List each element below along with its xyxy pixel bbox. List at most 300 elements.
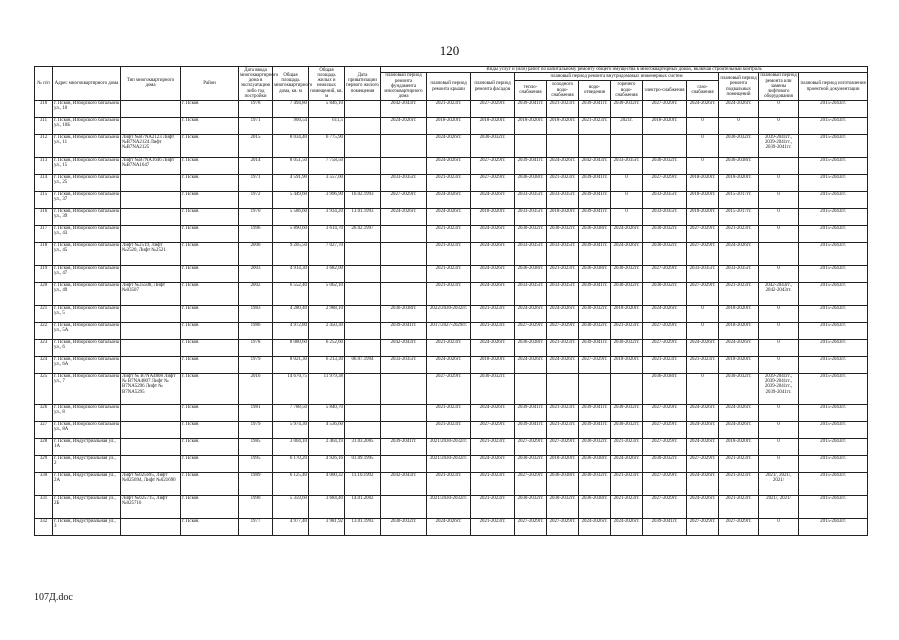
row-total-area: 5 449,60: [273, 191, 309, 208]
row-total-area: 5 359,60: [273, 495, 309, 518]
row-cold-water: 2021-2023гг.: [547, 100, 579, 117]
row-gas: 0: [687, 305, 719, 322]
capital-repair-table-sheet: [34, 66, 867, 536]
row-house-type: Лифт №2519, Лифт №2520, Лифт №2521: [121, 242, 181, 265]
row-number: 315: [35, 191, 53, 208]
row-facade: 2027-2029гг.: [471, 421, 515, 438]
row-sewer: 2039-2041гг.: [579, 208, 611, 225]
row-living-area: 4 000,32: [309, 472, 345, 495]
row-number: 322: [35, 322, 53, 339]
row-cold-water: 2021-2023гг.: [547, 421, 579, 438]
row-roof: 2021-2023гг.: [427, 421, 471, 438]
row-heat: 2027-2029гг.: [515, 518, 547, 535]
row-living-area: 11 979,38: [309, 373, 345, 404]
row-facade: 2024-2026гг.: [471, 265, 515, 282]
row-address: г. Псков, Изборского батальона ул., 43: [53, 225, 121, 242]
row-docs: 2015-2043гг.: [799, 117, 868, 134]
row-foundation: [381, 455, 427, 472]
row-number: 318: [35, 242, 53, 265]
row-facade: 2021-2023гг.: [471, 518, 515, 535]
row-lift: 0: [759, 455, 799, 472]
row-foundation: [381, 421, 427, 438]
row-lift: 2042-2043гг., 2042-2043гг.: [759, 282, 799, 305]
table-row: [35, 191, 868, 208]
row-sewer: 2030-2032гг.: [579, 438, 611, 455]
row-total-area: 6 552,40: [273, 282, 309, 305]
table-row: [35, 134, 868, 157]
row-cold-water: [547, 373, 579, 404]
row-roof: 2021-2023гг.: [427, 339, 471, 356]
row-basement: 2021-2023гг.: [719, 282, 759, 305]
row-living-area: 3 614,70: [309, 225, 345, 242]
row-house-type: Лифт №35508, Лифт №03507: [121, 282, 181, 305]
row-address: г. Псков, Изборского батальона ул., 49: [53, 282, 121, 305]
row-basement: 2030-2032гг.: [719, 373, 759, 404]
row-facade: 2021-2023гг.: [471, 438, 515, 455]
row-gas: 2024-2026гг.: [687, 421, 719, 438]
row-cold-water: 2033-2035гг.: [547, 191, 579, 208]
row-privatization-date: 16.02.1993: [345, 191, 381, 208]
row-basement: 2024-2026гг.: [719, 242, 759, 265]
row-sewer: 2039-2041гг.: [579, 339, 611, 356]
row-gas: 0: [687, 117, 719, 134]
row-hot-water: 2033-2035гг.: [611, 157, 643, 174]
row-hot-water: 2021г.: [611, 117, 643, 134]
row-district: г. Псков: [181, 518, 239, 535]
row-basement: 2027-2029гг.: [719, 518, 759, 535]
row-district: г. Псков: [181, 373, 239, 404]
row-privatization-date: [345, 373, 381, 404]
row-district: г. Псков: [181, 438, 239, 455]
row-foundation: 2024-2026гг.: [381, 117, 427, 134]
row-basement: 2018-2020гг.: [719, 438, 759, 455]
row-number: 324: [35, 356, 53, 373]
row-roof: 2021-2023гг.: [427, 225, 471, 242]
row-roof: 2024-2026гг.: [427, 157, 471, 174]
row-sewer: [579, 373, 611, 404]
row-electro: 2018-2020гг.: [643, 117, 687, 134]
row-total-area: 4 914,30: [273, 265, 309, 282]
row-gas: 0: [687, 134, 719, 157]
row-hot-water: 2030-2032гг.: [611, 421, 643, 438]
row-hot-water: 2024-2026гг.: [611, 455, 643, 472]
table-row: [35, 472, 868, 495]
row-privatization-date: [345, 339, 381, 356]
row-total-area: 5 586,60: [273, 208, 309, 225]
row-address: г. Псков, Изборского батальона ул., 6: [53, 339, 121, 356]
row-docs: 2015-2043гг.: [799, 518, 868, 535]
row-living-area: 2 988,10: [309, 305, 345, 322]
row-district: г. Псков: [181, 225, 239, 242]
row-electro: 2027-2029гг.: [643, 438, 687, 455]
row-year: 2000: [239, 242, 273, 265]
row-living-area: 6 252,60: [309, 339, 345, 356]
row-number: 326: [35, 404, 53, 421]
row-living-area: 2 450,30: [309, 322, 345, 339]
row-basement: 2024-2026гг.: [719, 421, 759, 438]
row-lift: [759, 157, 799, 174]
row-cold-water: 2024-2026гг.: [547, 157, 579, 174]
row-sewer: 2036-2038гг.: [579, 225, 611, 242]
row-address: г. Псков, Изборского батальона ул., 10Б: [53, 117, 121, 134]
row-number: 325: [35, 373, 53, 404]
row-docs: 2015-2043гг.: [799, 455, 868, 472]
row-privatization-date: 01.09.1995: [345, 455, 381, 472]
row-address: г. Псков, Изборского батальона ул., 6А: [53, 356, 121, 373]
row-lift: 0: [759, 438, 799, 455]
row-electro: 2027-2029гг.: [643, 322, 687, 339]
table-row: [35, 225, 868, 242]
row-docs: 2015-2043гг.: [799, 134, 868, 157]
row-sewer: 2039-2041гг.: [579, 282, 611, 305]
row-docs: 2015-2043гг.: [799, 305, 868, 322]
header-privatization: Дата приватизации первого жилого помещения: [345, 67, 381, 101]
row-privatization-date: [345, 305, 381, 322]
row-foundation: [381, 495, 427, 518]
row-electro: 2027-2029гг.: [643, 339, 687, 356]
row-privatization-date: [345, 421, 381, 438]
header-cold-water: холодного водо-снабжения: [547, 80, 579, 100]
row-living-area: 5 840,70: [309, 404, 345, 421]
header-lift: плановый период ремонта или замены лифтового оборудования: [760, 73, 797, 100]
row-house-type: [121, 265, 181, 282]
row-docs: 2015-2043гг.: [799, 356, 868, 373]
row-hot-water: 2024-2026гг.: [611, 225, 643, 242]
row-address: г. Псков, Изборского батальона ул., 15: [53, 157, 121, 174]
row-cold-water: 2036-2038гг.: [547, 472, 579, 495]
row-basement: 0: [719, 117, 759, 134]
row-roof: 2021-2023гг.: [427, 472, 471, 495]
row-number: 327: [35, 421, 53, 438]
header-facade: плановый период ремонта фасадов: [471, 73, 515, 100]
row-basement: 2018-2020гг.: [719, 356, 759, 373]
table-row: [35, 356, 868, 373]
row-lift: 0: [759, 191, 799, 208]
row-facade: 2021-2023гг.: [471, 472, 515, 495]
header-type: Тип многоквартирного дома: [121, 67, 181, 101]
row-roof: 2024-2026гг.: [427, 191, 471, 208]
row-privatization-date: [345, 322, 381, 339]
row-docs: 2015-2043гг.: [799, 282, 868, 305]
row-total-area: 8 021,30: [273, 356, 309, 373]
row-district: г. Псков: [181, 339, 239, 356]
table-row: [35, 421, 868, 438]
row-heat: 2039-2041гг.: [515, 157, 547, 174]
row-foundation: 2042-2043гг.: [381, 339, 427, 356]
header-foundation: плановый период ремонта фундамента многоквартирного дома: [381, 73, 427, 100]
row-privatization-date: [345, 117, 381, 134]
row-district: г. Псков: [181, 117, 239, 134]
row-facade: 2024-2026гг.: [471, 282, 515, 305]
row-roof: 2021-2023гг.: [427, 404, 471, 421]
row-roof: 2021-2023гг.: [427, 242, 471, 265]
row-address: г. Псков, Изборского батальона ул., 8А: [53, 421, 121, 438]
row-roof: 2027-2029гг.: [427, 373, 471, 404]
row-heat: 2027-2029гг.: [515, 322, 547, 339]
row-living-area: 5 846,10: [309, 100, 345, 117]
row-cold-water: 2018-2020гг.: [547, 455, 579, 472]
row-address: г. Псков, Индустриальная ул., 2Б: [53, 495, 121, 518]
row-number: 310: [35, 100, 53, 117]
row-sewer: 2024-2026гг.: [579, 518, 611, 535]
row-docs: 2015-2043гг.: [799, 438, 868, 455]
row-privatization-date: [345, 265, 381, 282]
row-cold-water: 2027-2029гг.: [547, 322, 579, 339]
row-number: 317: [35, 225, 53, 242]
row-sewer: 2039-2041гг.: [579, 421, 611, 438]
table-body: [35, 100, 868, 535]
row-electro: 2027-2029гг.: [643, 421, 687, 438]
row-house-type: [121, 518, 181, 535]
row-docs: 2015-2043гг.: [799, 339, 868, 356]
row-total-area: 4 591,90: [273, 174, 309, 191]
row-facade: 2021-2023гг.: [471, 495, 515, 518]
table-row: [35, 265, 868, 282]
row-lift: 0: [759, 339, 799, 356]
row-year: 1979: [239, 356, 273, 373]
row-cold-water: [547, 134, 579, 157]
row-cold-water: 2027-2029гг.: [547, 518, 579, 535]
row-roof: 2024-2026гг.: [427, 134, 471, 157]
row-house-type: [121, 100, 181, 117]
document-filename: 107Д.doc: [34, 592, 73, 603]
row-foundation: 2042-2043гг.: [381, 100, 427, 117]
row-sewer: 2027-2029гг.: [579, 356, 611, 373]
row-gas: 0: [687, 373, 719, 404]
row-address: г. Псков, Индустриальная ул., 2: [53, 455, 121, 472]
row-house-type: [121, 174, 181, 191]
table-row: [35, 339, 868, 356]
row-gas: 2024-2026гг.: [687, 472, 719, 495]
row-year: 2014: [239, 157, 273, 174]
row-house-type: [121, 191, 181, 208]
header-docs: плановый период изготовления проектной документации: [799, 73, 868, 100]
row-electro: [643, 134, 687, 157]
row-cold-water: 2030-2032гг.: [547, 495, 579, 518]
row-docs: 2015-2043гг.: [799, 421, 868, 438]
row-total-area: 8 080,60: [273, 339, 309, 356]
row-living-area: 6 213,30: [309, 356, 345, 373]
row-total-area: 5 890,60: [273, 225, 309, 242]
row-number: 311: [35, 117, 53, 134]
row-living-area: 3 557,00: [309, 174, 345, 191]
row-docs: 2015-2043гг.: [799, 322, 868, 339]
row-electro: 2027-2029гг.: [643, 174, 687, 191]
row-year: 2002: [239, 282, 273, 305]
row-electro: 2030-2032гг.: [643, 455, 687, 472]
row-house-type: [121, 404, 181, 421]
row-sewer: 2039-2041гг.: [579, 100, 611, 117]
row-privatization-date: [345, 174, 381, 191]
row-living-area: 3 934,20: [309, 208, 345, 225]
row-foundation: [381, 282, 427, 305]
row-basement: 2033-2035гг.: [719, 265, 759, 282]
row-facade: 2030-2032гг.: [471, 373, 515, 404]
row-number: 323: [35, 339, 53, 356]
row-docs: 2015-2043гг.: [799, 472, 868, 495]
row-living-area: 2 464,19: [309, 438, 345, 455]
table-row: [35, 305, 868, 322]
row-heat: [515, 373, 547, 404]
row-privatization-date: [345, 404, 381, 421]
row-roof: 2021-2023гг.: [427, 282, 471, 305]
row-address: г. Псков, Изборского батальона ул., 5А: [53, 322, 121, 339]
row-living-area: 4 926,16: [309, 455, 345, 472]
row-lift: 0: [759, 404, 799, 421]
row-heat: 2024-2026гг.: [515, 356, 547, 373]
row-living-area: 3 996,90: [309, 191, 345, 208]
row-year: 1983: [239, 305, 273, 322]
row-roof: 2022/2030-2032гг.: [427, 305, 471, 322]
row-total-area: 3 004,10: [273, 438, 309, 455]
row-lift: 2021/, 2021/, 2021/: [759, 472, 799, 495]
row-facade: 2027-2029гг.: [471, 174, 515, 191]
row-sewer: 2036-2038гг.: [579, 265, 611, 282]
row-lift: 2039-2041гг., 2039-2041гг., 2039-2041гг., 2039-2041гг.: [759, 373, 799, 404]
row-lift: 0: [759, 225, 799, 242]
row-foundation: 2030-2032гг.: [381, 518, 427, 535]
row-basement: 2030-2032гг.: [719, 134, 759, 157]
row-number: 320: [35, 282, 53, 305]
table-row: [35, 518, 868, 535]
row-roof: 2021-2023гг.: [427, 265, 471, 282]
row-roof: 2024-2026гг.: [427, 518, 471, 535]
row-docs: 2015-2043гг.: [799, 265, 868, 282]
row-cold-water: 2018-2020гг.: [547, 208, 579, 225]
row-cold-water: 2033-2035гг.: [547, 242, 579, 265]
row-electro: 2021-2023гг.: [643, 356, 687, 373]
row-docs: 2015-2043гг.: [799, 225, 868, 242]
row-house-type: [121, 339, 181, 356]
row-gas: 2027-2029гг.: [687, 225, 719, 242]
row-privatization-date: 26.02.1997: [345, 225, 381, 242]
row-hot-water: 2021-2023гг.: [611, 322, 643, 339]
row-docs: 2015-2043гг.: [799, 373, 868, 404]
row-roof: 2021/2030-2032гг.: [427, 495, 471, 518]
row-address: г. Псков, Индустриальная ул., 3: [53, 518, 121, 535]
row-district: г. Псков: [181, 356, 239, 373]
row-house-type: [121, 421, 181, 438]
row-year: 1995: [239, 455, 273, 472]
row-hot-water: 2024-2026гг.: [611, 518, 643, 535]
row-foundation: [381, 373, 427, 404]
row-gas: 2024-2026гг.: [687, 438, 719, 455]
row-heat: 2030-2032гг.: [515, 225, 547, 242]
row-hot-water: [611, 134, 643, 157]
row-gas: 2027-2029гг.: [687, 518, 719, 535]
row-address: г. Псков, Изборского батальона ул., 7: [53, 373, 121, 404]
row-number: 316: [35, 208, 53, 225]
row-electro: 2027-2029гг.: [643, 265, 687, 282]
row-district: г. Псков: [181, 100, 239, 117]
row-heat: 2033-2035гг.: [515, 191, 547, 208]
row-number: 329: [35, 455, 53, 472]
row-hot-water: 2021-2023гг.: [611, 472, 643, 495]
row-roof: 2021-2023гг.: [427, 100, 471, 117]
row-total-area: 6 125,40: [273, 472, 309, 495]
row-hot-water: 2030-2032гг.: [611, 282, 643, 305]
row-docs: 2015-2043гг.: [799, 208, 868, 225]
row-district: г. Псков: [181, 134, 239, 157]
table-row: [35, 455, 868, 472]
row-cold-water: 2021-2023гг.: [547, 404, 579, 421]
row-year: 1978: [239, 100, 273, 117]
row-total-area: 5 974,30: [273, 421, 309, 438]
table-row: [35, 100, 868, 117]
row-lift: 2021/, 2021/: [759, 495, 799, 518]
header-works: Виды услуг и (или) работ по капитальному ремонту общего имущества в многоквартирных домах, включая строительный контроль: [381, 67, 868, 73]
row-district: г. Псков: [181, 305, 239, 322]
header-basement: плановый период ремонта подвальных помещений: [719, 73, 759, 100]
row-docs: 2015-2043гг.: [799, 157, 868, 174]
row-cold-water: 2018-2020гг.: [547, 117, 579, 134]
page-number: 120: [439, 43, 460, 58]
row-roof: 2017/2027-2029гг.: [427, 322, 471, 339]
row-foundation: 2024-2026гг.: [381, 208, 427, 225]
row-district: г. Псков: [181, 265, 239, 282]
table-row: [35, 438, 868, 455]
row-hot-water: 2018-2020гг.: [611, 356, 643, 373]
row-house-type: [121, 455, 181, 472]
row-heat: 2036-2038гг.: [515, 174, 547, 191]
row-sewer: 2039-2041гг.: [579, 242, 611, 265]
row-privatization-date: [345, 282, 381, 305]
row-basement: 2021-2023гг.: [719, 495, 759, 518]
row-facade: 2021-2023гг.: [471, 322, 515, 339]
row-district: г. Псков: [181, 282, 239, 305]
row-total-area: 8 034,40: [273, 134, 309, 157]
row-sewer: 2039-2041гг.: [579, 174, 611, 191]
row-foundation: [381, 134, 427, 157]
row-house-type: [121, 225, 181, 242]
row-privatization-date: 06.07.1994: [345, 356, 381, 373]
header-electro: электро-снабжения: [643, 80, 687, 100]
row-lift: [759, 242, 799, 265]
row-total-area: 9 205,50: [273, 242, 309, 265]
header-living-area: Общая площадь жилых и нежилых помещений, кв. м: [310, 67, 343, 99]
row-docs: 2015-2043гг.: [799, 242, 868, 265]
row-sewer: 2036-2038гг.: [579, 455, 611, 472]
row-house-type: [121, 322, 181, 339]
table-row: [35, 242, 868, 265]
header-district: Район: [181, 67, 239, 101]
row-total-area: 6 170,20: [273, 455, 309, 472]
row-number: 312: [35, 134, 53, 157]
row-living-area: 5 062,10: [309, 282, 345, 305]
row-basement: 2021-2023гг.: [719, 455, 759, 472]
row-heat: 2018-2020гг.: [515, 117, 547, 134]
row-address: г. Псков, Изборского батальона ул., 5: [53, 305, 121, 322]
row-lift: 0: [759, 322, 799, 339]
row-lift: 2039-2041гг., 2039-2041гг., 2039-2041гг.: [759, 134, 799, 157]
row-hot-water: 0: [611, 191, 643, 208]
row-gas: 2024-2026гг.: [687, 100, 719, 117]
row-lift: 0: [759, 518, 799, 535]
row-electro: 2039-2041гг.: [643, 518, 687, 535]
row-house-type: [121, 117, 181, 134]
row-address: г. Псков, Индустриальная ул., 2А: [53, 472, 121, 495]
row-district: г. Псков: [181, 404, 239, 421]
table-row: [35, 322, 868, 339]
table-row: [35, 157, 868, 174]
header-num: № п/п: [35, 67, 53, 101]
row-facade: 2024-2026гг.: [471, 404, 515, 421]
row-total-area: 8 051,50: [273, 157, 309, 174]
row-cold-water: 2024-2026гг.: [547, 305, 579, 322]
row-year: 1989: [239, 472, 273, 495]
row-facade: 2027-2029гг.: [471, 100, 515, 117]
row-lift: 0: [759, 174, 799, 191]
